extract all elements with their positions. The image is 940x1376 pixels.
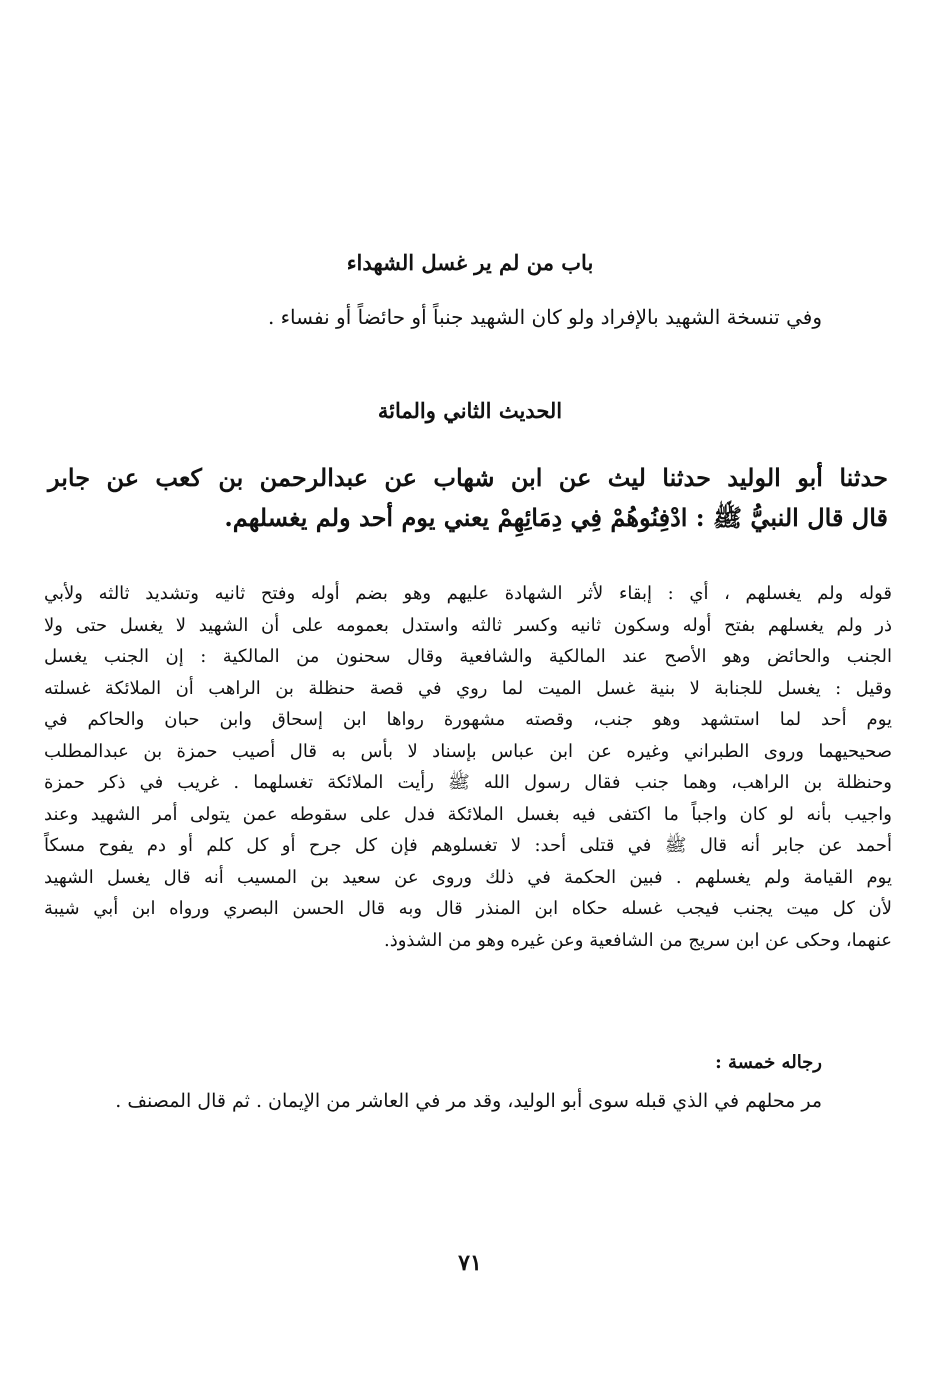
commentary-line: يوم أحد لما استشهد وهو جنب، وقصته مشهورة رواها ابن إسحاق وابن حبان والحاكم في xyxy=(44,709,892,730)
commentary-line: يوم القيامة ولم يغسلهم . فبين الحكمة في ذلك وروى عن سعيد بن المسيب أنه قال يغسل الشهيد xyxy=(44,866,892,888)
hadith-title: الحديث الثاني والمائة xyxy=(377,398,563,423)
commentary-line: عنهما، وحكى عن ابن سريج من الشافعية وعن غيره وهو من الشذوذ. xyxy=(384,929,892,951)
commentary-line: واجيب بأنه لو كان واجباً ما اكتفى فيه بغسل الملائكة فدل على سقوطه عمن يتولى أمر الشهيد وعند xyxy=(44,803,892,825)
commentary-line: وقيل : يغسل للجنابة لا بنية غسل الميت لما روي في قصة حنظلة بن الراهب أن الملائكة غسلته xyxy=(44,677,892,699)
commentary-line: أحمد عن جابر أنه قال ﷺ في قتلى أحد: لا تغسلوهم فإن كل جرح أو كل كلم أو دم يفوح مسكاً xyxy=(44,835,892,856)
commentary-line: وحنظلة بن الراهب، وهما جنب فقال رسول الله ﷺ رأيت الملائكة تغسلهما . غريب في ذكر حمزة xyxy=(44,772,892,793)
commentary-line: صحيحيهما وروى الطبراني وغيره عن ابن عباس بإسناد لا بأس به قال أصيب حمزة بن عبدالمطلب xyxy=(44,740,892,762)
page-number: ٧١ xyxy=(458,1250,482,1276)
hadith-line: قال قال النبيُّ ﷺ : ادْفِنُوهُمْ فِي دِمَائِهِمْ يعني يوم أحد ولم يغسلهم. xyxy=(224,503,888,532)
commentary-line: قوله ولم يغسلهم ، أي : إبقاء لأثر الشهادة عليهم وهو بضم أوله وفتح ثانيه وتشديد ثالثه ولأبي xyxy=(44,583,892,604)
hadith-line: حدثنا أبو الوليد حدثنا ليث عن ابن شهاب عن عبدالرحمن بن كعب عن جابر xyxy=(48,463,888,492)
narrators-text: مر محلهم في الذي قبله سوى أبو الوليد، وقد مر في العاشر من الإيمان . ثم قال المصنف . xyxy=(115,1090,822,1112)
commentary-line: لأن كل ميت يجنب فيجب غسله حكاه ابن المنذر قال وبه قال الحسن البصري ورواه ابن أبي شيبة xyxy=(44,898,892,919)
commentary-paragraph xyxy=(44,578,892,956)
chapter-note: وفي تنسخة الشهيد بالإفراد ولو كان الشهيد جنباً أو حائضاً أو نفساء . xyxy=(267,305,822,329)
commentary-line: الجنب والحائض وهو الأصح عند المالكية والشافعية وقال سحنون من المالكية : إن الجنب يغسل xyxy=(44,646,892,667)
chapter-title: باب من لم ير غسل الشهداء xyxy=(346,250,594,275)
narrators-heading: رجاله خمسة : xyxy=(715,1052,822,1073)
commentary-line: ذر ولم يغسلهم بفتح أوله وسكون ثانيه وكسر ثالثه واستدل بعمومه على أن الشهيد لا يغسل حتى ولا xyxy=(44,614,892,636)
hadith-text xyxy=(48,458,888,538)
